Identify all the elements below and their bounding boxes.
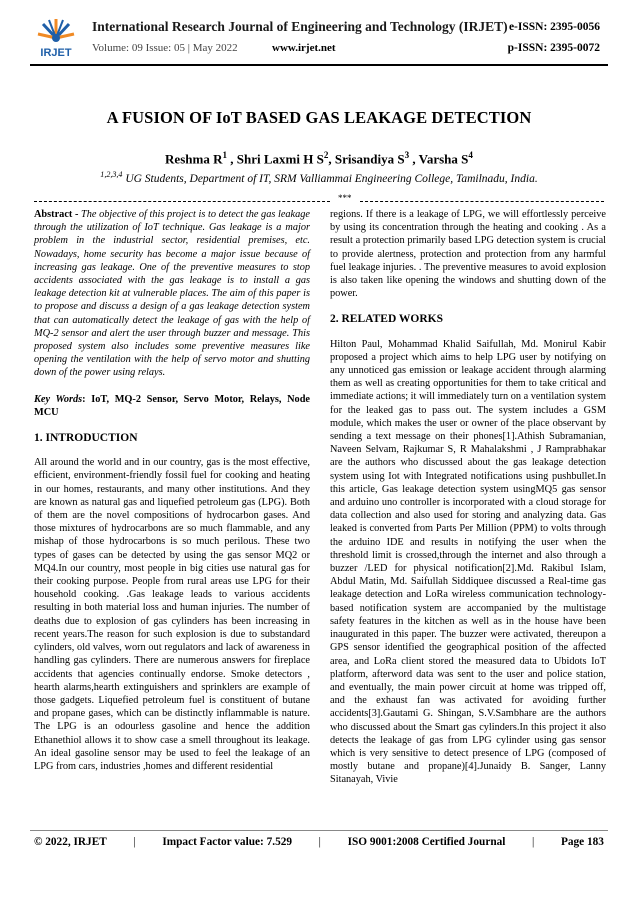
separator-stars: *** xyxy=(338,193,352,203)
journal-website-link[interactable]: www.irjet.net xyxy=(272,42,336,54)
section-separator xyxy=(34,193,604,206)
author-sup: 2 xyxy=(323,150,329,160)
abstract-label: Abstract - xyxy=(34,209,79,220)
author-list: Reshma $R^1$ , Shri Laxmi H $S^2$, Srisandiya $S^3$ , Varsha $S^4$ xyxy=(165,150,473,167)
footer-divider xyxy=(30,830,608,831)
left-column xyxy=(34,208,310,773)
author-sup: 4 xyxy=(468,150,473,160)
affiliation xyxy=(0,170,638,185)
separator-dashes-right xyxy=(360,201,604,202)
author-sup: 1 xyxy=(222,150,228,160)
author-sup: 3 xyxy=(404,150,410,160)
affiliation-text: UG Students, Department of IT, SRM Valliammai Engineering College, Tamilnadu, India. xyxy=(125,172,538,185)
volume-issue: Volume: 09 Issue: 05 | May 2022 xyxy=(92,42,238,54)
logo-spokes xyxy=(38,19,74,42)
right-column xyxy=(330,208,606,787)
footer-divider-bar: | xyxy=(318,836,321,848)
section-heading-related-works: 2. RELATED WORKS xyxy=(330,313,444,326)
footer-iso: ISO 9001:2008 Certified Journal xyxy=(347,836,506,848)
author-name: Shri Laxmi H S xyxy=(236,151,324,167)
footer-divider-bar: | xyxy=(532,836,535,848)
footer-page-number: Page 183 xyxy=(560,836,604,848)
keywords-label: Key Words xyxy=(34,393,83,405)
section-heading-introduction: 1. INTRODUCTION xyxy=(34,432,138,445)
p-issn: p-ISSN: 2395-0072 xyxy=(507,42,600,54)
separator-dashes-left xyxy=(34,201,330,202)
affiliation-sup: 1,2,3,4 xyxy=(100,170,123,179)
keywords-text: : IoT, MQ-2 Sensor, Servo Motor, Relays, Node MCU xyxy=(34,393,310,418)
introduction-text: All around the world and in our country, gas is the most effective, efficient, environment-friendly fossil fuel for cooking and heating in our homes, restaurants, and many other institutions. And they are known as natural gas and liquefied petroleum gas (LPG). Both of them are the novel compositions of hydrocarbon gases. And those mixtures of hydrocarbons are so much flammable, and any mishap of those hydrocarbons is so much perilous. These two types of gases can be detected by using the gas sensor MQ2 or MQ4.In our country, most people in big cities use natural gas for their cooking purpose. People from rural areas use LPG for their household cooking. .Gas leakage leads to various accidents resulting in both material loss and human injuries. The number of deaths due to explosion of gas cylinders has been increasing in recent years.The reason for such explosion is due to substandard cylinders, old valves, worn out regulators and lack of awareness in handling gas cylinders. There are numerous answers for fireplace accidents that agencies continually endorse. Smoke detectors , hearth alarms,hearth extinguishers and sprinklers are example of those gadgets. Liquefied petroleum fuel is constituent of butane and propane gases, which can be distinctly inflammable is nature. The LPG is an odourless gasoline and hence the addition Ethanethiol allows it to show case a smell throughout its leakage. An ideal gasoline sensor may be used to feel the leakage of an LPG from cars, industries ,homes and different residential xyxy=(34,457,310,772)
abstract xyxy=(34,208,310,380)
e-issn: e-ISSN: 2395-0056 xyxy=(508,21,600,33)
related-works-text: Hilton Paul, Mohammad Khalid Saifullah, Md. Monirul Kabir proposed a project which aims to help LPG user by notifying on any unnoticed gas emission or leakage accident through alarming them as well as creating opportunities for them to take critical and immediate actions; it will immediately turn on a ventilation system for the leaked gas to pass out. The system includes a GSM module, which makes the user or owner of the place observant by sending a text message on their phones[1].Athish Subramanian, Naveen Selvam, Rajkumar S, R Mahalakshmi , J Ramprabhakar are the authors who discussed about the gas leakage detection system using Iot with Integrated notifications using pushbullet.In this article, Gas leakage detection system usingMQ5 gas sensor and arduino uno controller is incorporated with a cloud storage for data collection and also used for storing and analyzing data. Gas leaked is converted from Parts Per Million (PPM) to volts through the arduino IDE and results in notifying the user when the threshold limit is crossed,through the internet and also through a buzzer /LED for physical notification[2].Md. Rakibul Islam, Abdul Matin, Md. Saifullah Siddiquee discussed a Real-time gas leakage detection and LoRa wireless communication technology- based notification system are accompanied by the multistage safety features in the kitchen as well as in the house have been inaugurated in this paper. The buzzer were activated, thereupon a GPS sensor identified the geographical position of the affected area, and LoRa client stored the measured data to Ubidots IoT platform, afterword data was sent to the user and police station, and eventually, the main power circuit at home was tripped off, and the exhaust fan was activated for avoiding further accidents[3].Gautami G. Shingan, S.V.Sambhare are the authors who discussed about the Smart gas cylinders.In this project it also detects the leakage of gas from LPG cylinder using gas sensor which is very sensitive to detect presence of LPG (composed of mostly butane and propane)[4].Junaidy B. Sanger, Lanny Sitanayah, Vivie xyxy=(330,338,606,786)
footer-divider-bar: | xyxy=(133,836,136,848)
header-divider xyxy=(30,64,608,66)
author-name: Srisandiya S xyxy=(334,151,405,167)
introduction-continued-text: regions. If there is a leakage of LPG, we will effortlessly perceive by using its concentration through the heating and cooking . As a result a protection primarily based LPG detection system is crucial to provide alertness, protection and protection from any harmful fuel leakage injuries. . The preventive measures to avoid explosion is also taken like opening the windows and shutting down of the power. xyxy=(330,209,606,300)
logo-wordmark: IRJET xyxy=(40,47,72,59)
author-name: Varsha S xyxy=(418,151,469,167)
footer-copyright: © 2022, IRJET xyxy=(34,836,107,848)
abstract-text: The objective of this project is to detect the gas leakage through the utilization of IoT technique. Gas leakage is a major problem in the industrial sector, residential premises, etc. Nowadays, home security has become a major issue because of increasing gas leakage. One of the preventive measures to stop accidents associated with the gas leakage is to install a gas leakage detection kit at vulnerable places. The aim of this paper is to propose and discuss a design of a gas leakage detection system that can automatically detect the leakage of gas with the help of MQ-2 sensor and alert the user through buzzer and message. This proposed system also includes some preventive measures like opening the ventilation with the help of servo motor and shutting down of the power using relays. xyxy=(34,209,310,379)
irjet-logo xyxy=(34,16,78,60)
keywords xyxy=(34,393,310,419)
author-name: Reshma R xyxy=(165,151,223,167)
page-footer xyxy=(34,836,604,848)
journal-name: International Research Journal of Engineering and Technology (IRJET) xyxy=(92,19,508,34)
paper-title: A FUSION OF IoT BASED GAS LEAKAGE DETECTION xyxy=(106,108,532,127)
footer-impact-factor: Impact Factor value: 7.529 xyxy=(162,836,293,848)
